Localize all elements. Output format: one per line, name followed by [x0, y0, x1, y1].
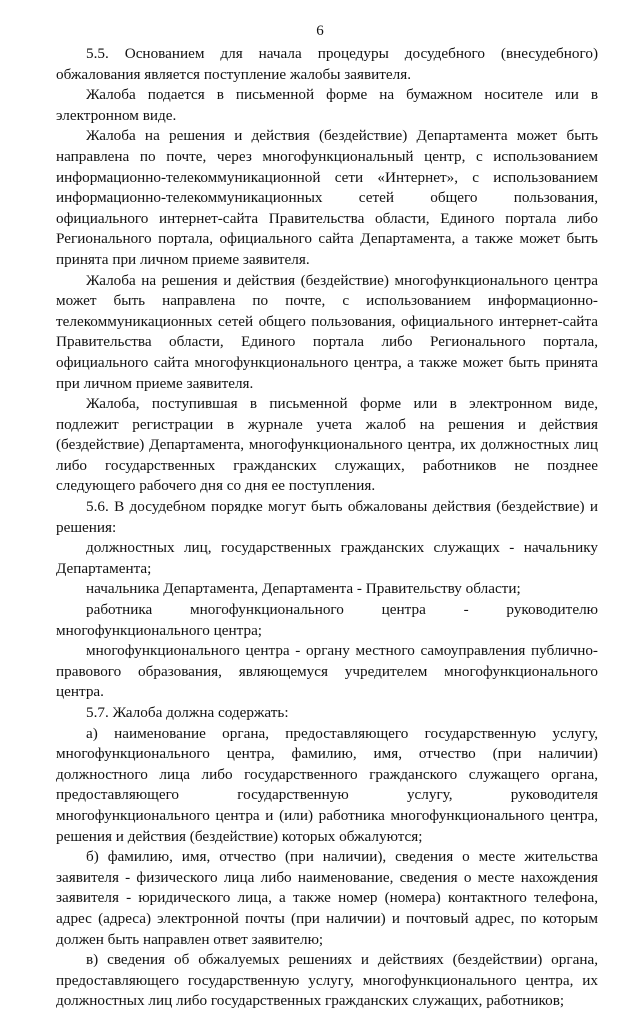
- paragraph: [56, 497, 598, 538]
- text-line: многофункционального центра - органу местного самоуправления публично-: [86, 642, 598, 660]
- paragraph: [56, 950, 598, 1012]
- text-line: решения и действия (бездействие) которых обжалуются;: [56, 827, 423, 845]
- text-line: а) наименование органа, предоставляющего государственную услугу,: [86, 724, 598, 742]
- text-line: принята при личном приеме заявителя.: [56, 250, 310, 268]
- text-line: должностного лица либо государственного гражданского служащего органа,: [56, 765, 598, 783]
- text-line: 5.6. В досудебном порядке могут быть обжалованы действия (бездействие) и: [86, 498, 598, 516]
- text-line: Правительства области, Единого портала либо Регионального портала,: [56, 333, 598, 351]
- text-line: заявителя - юридического лица, а также номер (номера) контактного телефона,: [56, 889, 598, 907]
- text-line: должностных лиц, государственных гражданских служащих - начальнику: [86, 539, 598, 557]
- paragraph: [56, 271, 598, 395]
- text-line: официального сайта многофункционального центра, а также может быть принята: [56, 353, 598, 371]
- paragraph: [56, 126, 598, 270]
- text-line: Регионального портала, официального сайта Департамента, а также может быть: [56, 230, 598, 248]
- paragraph: [56, 85, 598, 126]
- text-line: должностных лиц либо государственных гражданских служащих, работников;: [56, 992, 565, 1010]
- text-line: 5.5. Основанием для начала процедуры досудебного (внесудебного): [86, 45, 598, 62]
- text-line: информационно-телекоммуникационных сетей общего пользования,: [56, 189, 598, 207]
- text-line: предоставляющего государственную услугу, руководителя: [56, 786, 598, 804]
- text-line: Жалоба подается в письменной форме на бумажном носителе или в: [86, 86, 598, 104]
- text-line: электронном виде.: [56, 106, 177, 124]
- text-line: в) сведения об обжалуемых решениях и действиях (бездействии) органа,: [86, 951, 598, 969]
- text-line: либо государственных гражданских служащих, работников не позднее: [56, 456, 598, 474]
- text-line: следующего рабочего дня со дня ее поступления.: [56, 477, 376, 495]
- text-line: многофункционального центра;: [56, 621, 263, 639]
- text-line: подлежит регистрации в журнале учета жалоб на решения и действия: [56, 415, 598, 433]
- text-line: при личном приеме заявителя.: [56, 374, 254, 392]
- text-line: информационно-телекоммуникационной сети «Интернет», с использованием: [56, 168, 598, 186]
- text-line: заявителя - физического лица либо наименование, сведения о месте нахождения: [56, 868, 598, 886]
- text-line: телекоммуникационных сетей общего пользования, официального интернет-сайта: [56, 312, 598, 330]
- document-body: [56, 44, 598, 1012]
- text-line: многофункционального центра, фамилию, имя, отчество (при наличии): [56, 745, 598, 763]
- text-line: начальника Департамента, Департамента - Правительству области;: [86, 580, 521, 598]
- text-line: может быть направлена по почте, с использованием информационно-: [56, 292, 598, 310]
- paragraph: [56, 394, 598, 497]
- text-line: решения:: [56, 518, 117, 536]
- page-number: 6: [316, 23, 324, 39]
- text-line: многофункционального центра и (или) работника многофункционального центра,: [56, 806, 598, 824]
- paragraph: [56, 724, 598, 848]
- text-line: направлена по почте, через многофункциональный центр, с использованием: [56, 147, 598, 165]
- paragraph: [56, 847, 598, 950]
- paragraph: [56, 703, 598, 724]
- text-line: правового образования, являющемуся учредителем многофункционального: [56, 662, 598, 680]
- text-line: (бездействие) Департамента, многофункционального центра, их должностных лиц: [56, 436, 598, 454]
- paragraph: [56, 641, 598, 703]
- text-line: адрес (адреса) электронной почты (при наличии) и почтовый адрес, по которым: [56, 909, 598, 927]
- text-line: работника многофункционального центра - руководителю: [86, 601, 598, 619]
- text-line: Департамента;: [56, 559, 152, 577]
- paragraph: [56, 538, 598, 579]
- text-line: обжалования является поступление жалобы заявителя.: [56, 65, 411, 83]
- paragraph: [56, 579, 598, 600]
- text-line: 5.7. Жалоба должна содержать:: [86, 704, 289, 721]
- text-line: предоставляющего государственную услугу, многофункционального центра, их: [56, 971, 598, 989]
- paragraph: [56, 600, 598, 641]
- paragraph: [56, 44, 598, 85]
- text-line: б) фамилию, имя, отчество (при наличии), сведения о месте жительства: [86, 848, 598, 866]
- text-line: официального интернет-сайта Правительства области, Единого портала либо: [56, 209, 598, 227]
- text-line: должен быть направлен ответ заявителю;: [56, 930, 324, 948]
- text-line: Жалоба, поступившая в письменной форме или в электронном виде,: [86, 395, 598, 413]
- text-line: центра.: [56, 683, 104, 701]
- text-line: Жалоба на решения и действия (бездействие) многофункционального центра: [86, 271, 598, 289]
- text-line: Жалоба на решения и действия (бездействие) Департамента может быть: [86, 127, 598, 145]
